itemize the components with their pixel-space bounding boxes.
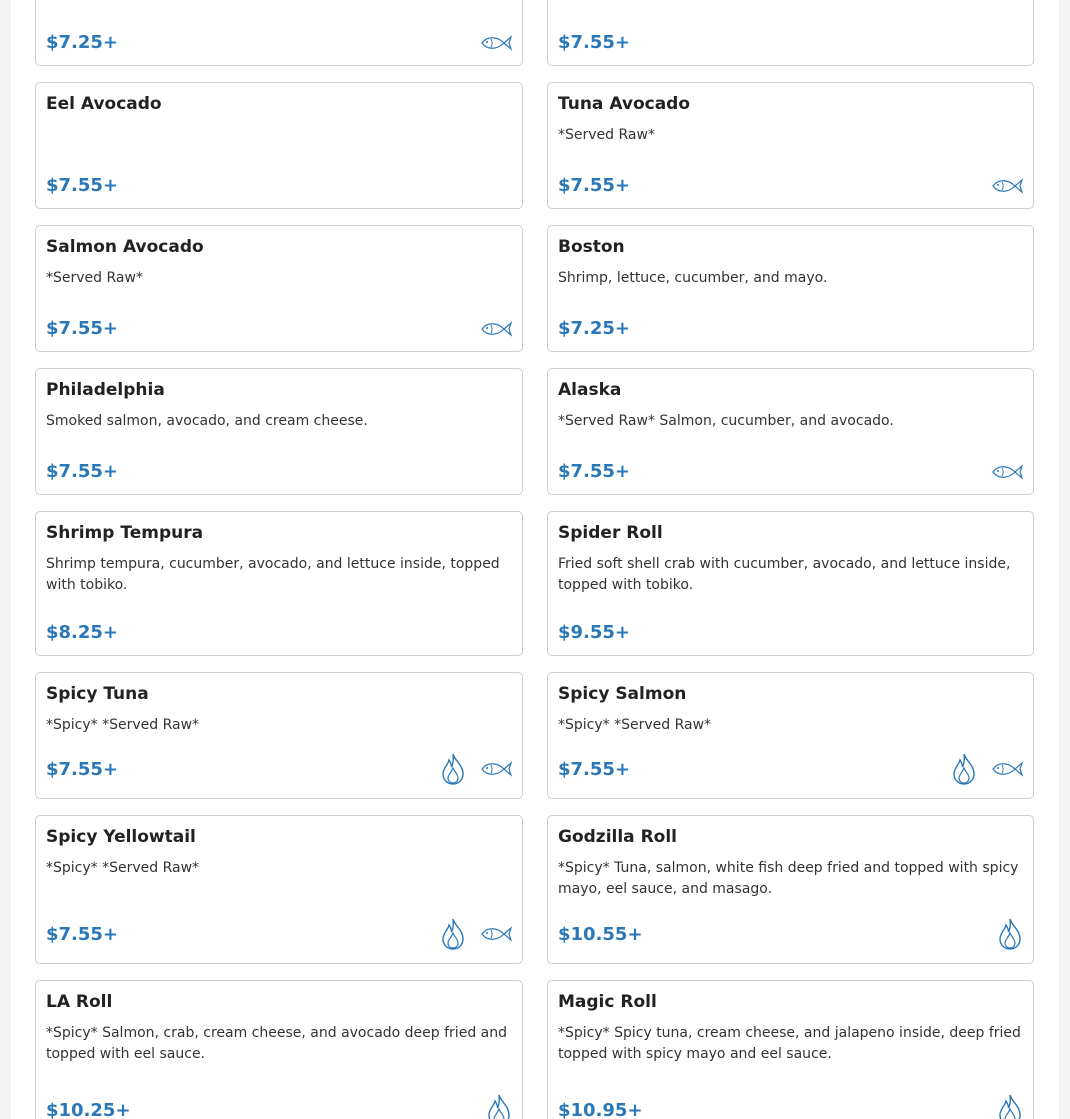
item-footer bbox=[46, 447, 512, 482]
menu-item-card[interactable] bbox=[547, 0, 1034, 66]
item-footer bbox=[558, 161, 1023, 196]
item-footer bbox=[46, 304, 512, 339]
flame-icon bbox=[997, 917, 1023, 951]
menu-item-card[interactable] bbox=[35, 511, 523, 656]
item-icons bbox=[951, 752, 1023, 786]
item-price: $7.55+ bbox=[46, 923, 119, 945]
flame-icon bbox=[440, 752, 466, 786]
item-description: *Spicy* Spicy tuna, cream cheese, and jalapeno inside, deep fried topped with spicy mayo and eel sauce. bbox=[558, 1025, 1021, 1062]
fish-icon bbox=[480, 33, 512, 53]
item-icons bbox=[997, 1093, 1023, 1119]
item-description: *Spicy* *Served Raw* bbox=[46, 717, 200, 733]
item-price: $7.55+ bbox=[558, 32, 631, 53]
item-footer bbox=[558, 447, 1023, 482]
item-footer bbox=[558, 1079, 1023, 1119]
item-price: $7.25+ bbox=[558, 318, 631, 339]
item-description: Shrimp tempura, cucumber, avocado, and lettuce inside, topped with tobiko. bbox=[46, 556, 500, 593]
item-footer bbox=[46, 903, 512, 951]
item-price: $7.55+ bbox=[46, 461, 119, 482]
menu-item-card[interactable] bbox=[35, 368, 523, 495]
fish-icon bbox=[480, 759, 512, 779]
item-footer bbox=[46, 608, 512, 643]
item-description: *Served Raw* bbox=[46, 270, 143, 286]
item-description: *Spicy* *Served Raw* bbox=[46, 860, 200, 876]
flame-icon bbox=[486, 1093, 512, 1119]
fish-icon bbox=[480, 924, 512, 944]
flame-icon bbox=[997, 1093, 1023, 1119]
item-price: $9.55+ bbox=[558, 622, 631, 643]
item-description: Smoked salmon, avocado, and cream cheese. bbox=[46, 413, 368, 429]
menu-item-card[interactable] bbox=[35, 225, 523, 352]
item-footer bbox=[558, 738, 1023, 786]
item-footer bbox=[558, 304, 1023, 339]
item-name: Boston bbox=[558, 237, 625, 257]
item-description: *Spicy* *Served Raw* bbox=[558, 717, 712, 733]
flame-icon bbox=[440, 917, 466, 951]
item-icons bbox=[440, 752, 512, 786]
item-price: $7.55+ bbox=[46, 175, 119, 196]
item-description: *Spicy* Salmon, crab, cream cheese, and avocado deep fried and topped with eel sauce. bbox=[46, 1025, 507, 1062]
menu-item-card[interactable] bbox=[35, 980, 523, 1119]
item-description: *Spicy* Tuna, salmon, white fish deep fried and topped with spicy mayo, eel sauce, and masago. bbox=[558, 860, 1019, 897]
fish-icon bbox=[480, 319, 512, 339]
menu-item-card[interactable] bbox=[547, 672, 1034, 799]
item-description: Shrimp, lettuce, cucumber, and mayo. bbox=[558, 270, 828, 286]
item-icons bbox=[440, 917, 512, 951]
item-name: Eel Avocado bbox=[46, 94, 162, 114]
item-name: Spicy Salmon bbox=[558, 684, 687, 704]
item-name: Philadelphia bbox=[46, 380, 165, 400]
item-name: LA Roll bbox=[46, 992, 113, 1012]
menu-page bbox=[11, 0, 1059, 1119]
item-footer bbox=[558, 18, 1023, 53]
flame-icon bbox=[951, 752, 977, 786]
item-name: Alaska bbox=[558, 380, 622, 400]
menu-item-card[interactable] bbox=[547, 82, 1034, 209]
item-price: $7.25+ bbox=[46, 32, 119, 53]
item-footer bbox=[558, 608, 1023, 643]
fish-icon bbox=[991, 759, 1023, 779]
menu-item-card[interactable] bbox=[547, 980, 1034, 1119]
item-name: Godzilla Roll bbox=[558, 827, 677, 847]
item-description bbox=[46, 125, 512, 146]
item-name: Spicy Tuna bbox=[46, 684, 149, 704]
item-description: *Served Raw* Salmon, cucumber, and avocado. bbox=[558, 413, 894, 429]
item-footer bbox=[46, 161, 512, 196]
menu-item-card[interactable] bbox=[35, 0, 523, 66]
item-price: $10.55+ bbox=[558, 923, 643, 945]
item-name: Spicy Yellowtail bbox=[46, 827, 196, 847]
item-icons bbox=[486, 1093, 512, 1119]
item-price: $10.25+ bbox=[46, 1099, 131, 1119]
item-icons bbox=[480, 319, 512, 339]
menu-item-card[interactable] bbox=[35, 672, 523, 799]
item-price: $7.55+ bbox=[558, 758, 631, 780]
fish-icon bbox=[991, 462, 1023, 482]
item-icons bbox=[997, 917, 1023, 951]
menu-item-card[interactable] bbox=[547, 815, 1034, 964]
menu-grid bbox=[35, 0, 1034, 1119]
menu-item-card[interactable] bbox=[35, 82, 523, 209]
item-price: $7.55+ bbox=[46, 318, 119, 339]
menu-item-card[interactable] bbox=[547, 368, 1034, 495]
item-price: $7.55+ bbox=[558, 461, 631, 482]
item-icons bbox=[991, 176, 1023, 196]
item-name: Tuna Avocado bbox=[558, 94, 691, 114]
menu-item-card[interactable] bbox=[547, 225, 1034, 352]
item-footer bbox=[46, 18, 512, 53]
item-icons bbox=[991, 462, 1023, 482]
item-footer bbox=[46, 1079, 512, 1119]
item-name: Spider Roll bbox=[558, 523, 663, 543]
item-name: Shrimp Tempura bbox=[46, 523, 204, 543]
item-name: Salmon Avocado bbox=[46, 237, 204, 257]
item-footer bbox=[558, 903, 1023, 951]
item-footer bbox=[46, 738, 512, 786]
item-description: Fried soft shell crab with cucumber, avocado, and lettuce inside, topped with tobiko. bbox=[558, 556, 1011, 593]
item-price: $8.25+ bbox=[46, 622, 119, 643]
item-icons bbox=[480, 33, 512, 53]
item-price: $10.95+ bbox=[558, 1099, 643, 1119]
item-description: *Served Raw* bbox=[558, 127, 655, 143]
fish-icon bbox=[991, 176, 1023, 196]
item-price: $7.55+ bbox=[558, 175, 631, 196]
item-name: Magic Roll bbox=[558, 992, 657, 1012]
menu-item-card[interactable] bbox=[35, 815, 523, 964]
menu-item-card[interactable] bbox=[547, 511, 1034, 656]
item-price: $7.55+ bbox=[46, 758, 119, 780]
